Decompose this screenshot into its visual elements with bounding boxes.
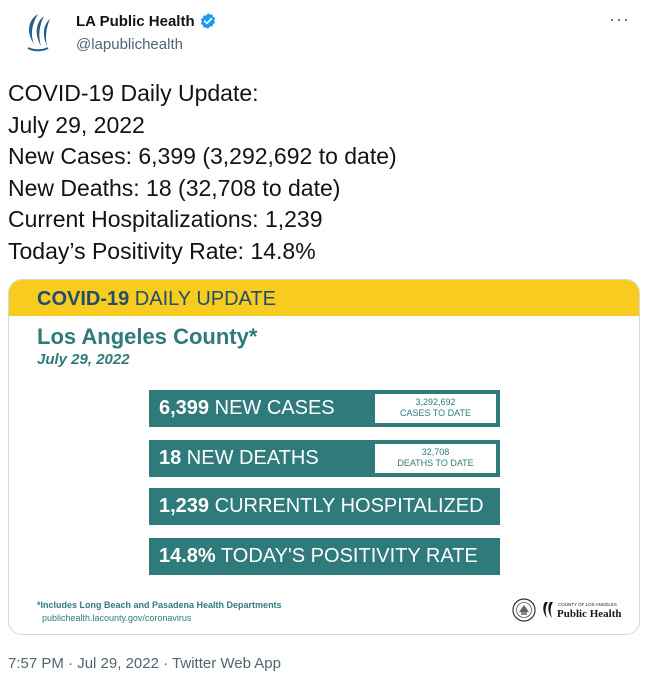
- image-footnote: *Includes Long Beach and Pasadena Health Departments: [37, 600, 282, 610]
- stat-positivity: [149, 538, 500, 575]
- image-banner: [9, 280, 640, 316]
- tweet-line: Current Hospitalizations: 1,239: [8, 206, 323, 232]
- stat-value: 6,399: [159, 397, 210, 419]
- author-handle[interactable]: @lapublichealth: [76, 36, 183, 53]
- tweet-line: Today’s Positivity Rate: 14.8%: [8, 237, 316, 264]
- logo-small-text: COUNTY OF LOS ANGELES: [558, 602, 617, 607]
- tweet-image[interactable]: [8, 279, 640, 635]
- author-display-name[interactable]: LA Public Health: [76, 12, 195, 30]
- todate-value: 32,708: [421, 447, 450, 457]
- county-title: Los Angeles County*: [37, 324, 258, 349]
- cases-to-date-box: [375, 394, 496, 423]
- stat-label: NEW CASES: [209, 397, 335, 419]
- todate-label: CASES TO DATE: [399, 408, 472, 418]
- logo-main-text: Public Health: [557, 608, 622, 620]
- stat-value: 1,239: [159, 495, 210, 517]
- tweet-header: [14, 6, 636, 58]
- meta-separator: ·: [68, 655, 78, 672]
- public-health-logo: [542, 598, 627, 622]
- county-seal-icon: [512, 598, 536, 622]
- deaths-to-date-box: [375, 444, 496, 473]
- stat-value: 14.8%: [159, 545, 216, 567]
- author-name-row[interactable]: [76, 12, 217, 30]
- meta-separator: ·: [163, 655, 173, 672]
- verified-badge-icon: [199, 12, 217, 30]
- more-options-icon[interactable]: ···: [609, 9, 630, 29]
- tweet-line: New Cases: 6,399 (3,292,692 to date): [8, 143, 397, 169]
- tweet-date[interactable]: Jul 29, 2022: [77, 655, 159, 672]
- la-public-health-avatar-icon[interactable]: [14, 8, 62, 56]
- stat-new-deaths: [149, 440, 500, 477]
- todate-label: DEATHS TO DATE: [397, 458, 474, 468]
- stat-label: TODAY'S POSITIVITY RATE: [215, 545, 478, 567]
- banner-title-bold: COVID-19: [37, 288, 130, 310]
- stat-hospitalized: [149, 488, 500, 525]
- tweet-time[interactable]: 7:57 PM: [8, 655, 64, 672]
- image-date: July 29, 2022: [37, 351, 130, 368]
- tweet-line: COVID-19 Daily Update:: [8, 80, 259, 106]
- stat-label: CURRENTLY HOSPITALIZED: [209, 495, 484, 517]
- stat-label: NEW DEATHS: [181, 447, 319, 469]
- stat-value: 18: [159, 447, 182, 469]
- banner-title: [37, 288, 276, 311]
- tweet-source: Twitter Web App: [172, 655, 281, 672]
- stat-new-cases: [149, 390, 500, 427]
- tweet-metadata: [8, 655, 281, 672]
- banner-title-rest: DAILY UPDATE: [129, 288, 276, 310]
- tweet-line: New Deaths: 18 (32,708 to date): [8, 174, 341, 201]
- image-url: publichealth.lacounty.gov/coronavirus: [42, 613, 192, 623]
- tweet-line: July 29, 2022: [8, 111, 145, 138]
- tweet-text: [8, 78, 638, 267]
- todate-value: 3,292,692: [415, 397, 456, 407]
